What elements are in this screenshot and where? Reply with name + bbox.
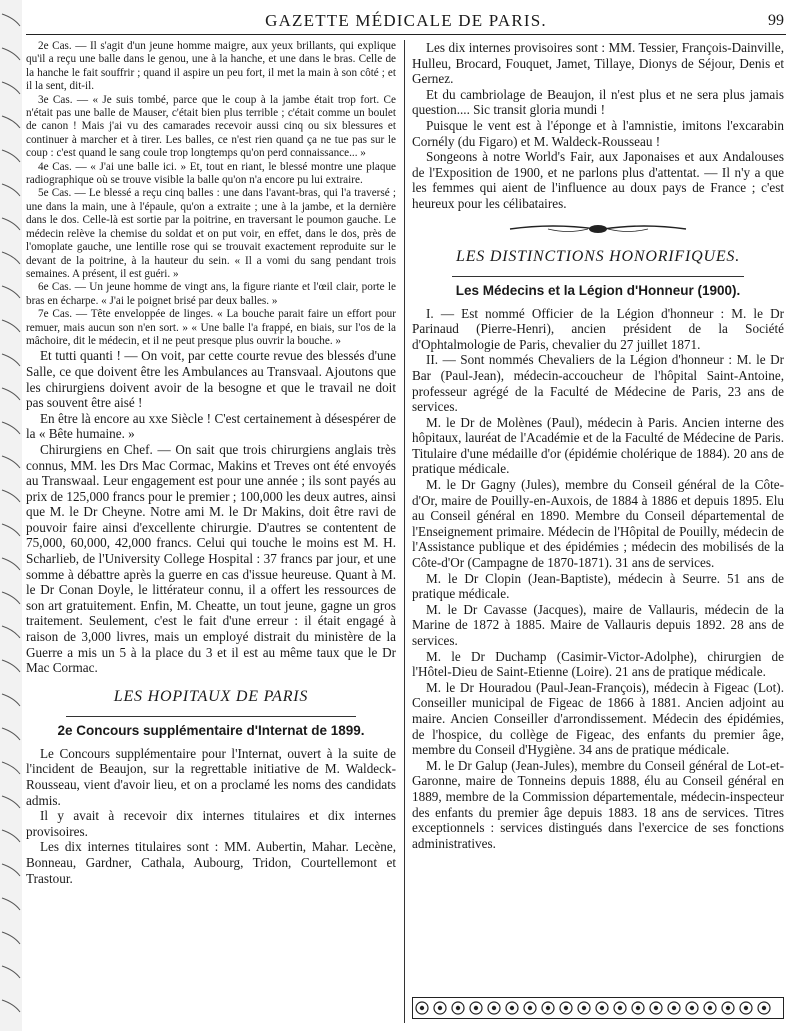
honor-entry: II. — Sont nommés Chevaliers de la Légion d'honneur : M. le Dr Bar (Paul-Jean), médecin-accoucheur de l'hôpital Saint-Antoine, professeur agrégé de la Faculté de Médecine de Paris, 23 ans de services. (412, 352, 784, 415)
case-paragraph: 7e Cas. — Tête enveloppée de linges. « La bouche parait faire un effort pour remuer, mais aucun son n'en sort. » « Une balle l'a frappé, en biais, sur l'os de la mâchoire, dit le médecin, et il ne peut presque plus ouvrir la bouche. » (26, 308, 396, 347)
honor-entry: M. le Dr Clopin (Jean-Baptiste), médecin à Seurre. 51 ans de pratique médicale. (412, 570, 784, 602)
columns (26, 40, 786, 1023)
flourish-ornament (508, 222, 688, 236)
body-paragraph: Les dix internes provisoires sont : MM. Tessier, François-Dainville, Hulleu, Brocard, Fouquet, Jamet, Tillaye, Dionys de Séjour, Denis et Gernez. (412, 40, 784, 87)
page-header (26, 8, 786, 35)
journal-title: GAZETTE MÉDICALE DE PARIS. (265, 11, 547, 30)
title-rule (452, 276, 744, 277)
page-number: 99 (768, 12, 784, 29)
section-title-hopitaux: LES HOPITAUX DE PARIS (113, 687, 309, 705)
column-divider (404, 40, 405, 1023)
body-paragraph: Et du cambriolage de Beaujon, il n'est plus et ne sera plus jamais question.... Sic transit gloria mundi ! (412, 86, 784, 118)
newspaper-page (26, 8, 786, 1023)
case-paragraph: 4e Cas. — « J'ai une balle ici. » Et, tout en riant, le blessé montre une plaque radiographique où se trouve visible la balle qu'on n'a encore pu lui extraire. (26, 160, 396, 187)
body-paragraph: Le Concours supplémentaire pour l'Internat, ouvert à la suite de l'incident de Beaujon, sur la regrettable initiative de M. Waldeck-Rousseau, vient d'avoir lieu, et on a proclamé les noms des candidats admis. (26, 745, 396, 808)
honor-entry: M. le Dr de Molènes (Paul), médecin à Paris. Ancien interne des hôpitaux, lauréat de l'Académie et de la Faculté de Médecine de Paris. Titulaire d'une médaille d'or (épidémie cholérique de 1884). 20 ans de pratique médicale. (412, 414, 784, 477)
title-rule (66, 716, 356, 717)
case-paragraph: 6e Cas. — Un jeune homme de vingt ans, la figure riante et l'œil clair, porte le bras en écharpe. « J'ai le poignet brisé par deux balles. » (26, 281, 396, 307)
subsection-title-internat: 2e Concours supplémentaire d'Internat de 1899. (57, 722, 365, 738)
honor-entry: I. — Est nommé Officier de la Légion d'honneur : M. le Dr Parinaud (Pierre-Henri), ancien président de la Société d'Ophtalmologie de Paris, chevalier du 27 juillet 1871. (412, 305, 784, 352)
case-paragraph: 2e Cas. — Il s'agit d'un jeune homme maigre, aux yeux brillants, qui explique qu'il a reçu une balle dans le genou, une à la hanche, et une dans le bras. Celle de la hanche le fait souffrir ; quand il aspire un peu fort, il met la main à son côté ; et il la sent, dit-il. (26, 40, 396, 93)
body-paragraph: Et tutti quanti ! — On voit, par cette courte revue des blessés d'une Salle, ce que doivent être les Ambulances au Transvaal. Ajoutons que les chirurgiens doivent avoir de la besogne et que le travail ne doit pas souvent être aisé ! (26, 348, 396, 411)
subsection-title-legion: Les Médecins et la Légion d'Honneur (1900). (455, 282, 741, 298)
case-paragraph: 5e Cas. — Le blessé a reçu cinq balles : une dans l'avant-bras, qui l'a traversé ; une dans la main, une à l'épaule, qu'on a extraite ; une à la jambe, et la dernière dans le dos. Celle-là est sortie par la poitrine, en traversant le poumon gauche. Le médecin relève la chemise du soldat et on put voir, en effet, dans le dos, près de l'omoplate gauche, une lentille rose qui se trouvait exactement reproduite sur le devant de la poitrine, à la hauteur du sein. « Il a vomi du sang pendant trois semaines. A présent, il est guéri. » (26, 187, 396, 280)
body-paragraph: Chirurgiens en Chef. — On sait que trois chirurgiens anglais très connus, MM. les Drs Mac Cormac, Makins et Treves ont été envoyés au Transwaal. Leur engagement est pour une année ; ils sont payés au prix de 125,000 francs pour le premier ; 100,000 les deux autres, ainsi que M. le Dr Cheyne. Notre ami M. le Dr Makins, doit être ravi de pouvoir faire ainsi d'excellente chirurgie. D'autres se contentent de 75,000, 60,000, 42,000 francs. Celui qui touche le moins est M. H. Scharlieb, de l'University College Hospital : 37 francs par jour, et une somme à débattre après la guerre en cas d'issue heureuse. Quant à M. le Dr Conan Doyle, le littérateur connu, il a offert les ressources de son art gratuitement. Enfin, M. Cheatte, un tout jeune, gagne un gros traitement. Seulement, c'est le fait d'une erreur : il était engagé à raison de 3,000 livres, mais un employé distrait du ministère de la Guerre a mis un 5 à la place du 3 et il est au même taux que le Dr Mac Cormac. (26, 441, 396, 676)
body-paragraph: Il y avait à recevoir dix internes titulaires et dix internes provisoires. (26, 808, 396, 839)
honor-entry: M. le Dr Gagny (Jules), membre du Conseil général de la Côte-d'Or, maire de Pouilly-en-Auxois, de 1884 à 1886 et depuis 1895. Elu au Conseil général en 1890. Membre du Conseil départemental de l'Enseignement primaire. Médecin de l'Hôpital de Pouilly, médecin de l'Assistance publique et des épidémies ; médecin des mobilisés de la Côte-d'Or (Campagne de 1870-1871). 31 ans de services. (412, 477, 784, 571)
honor-entry: M. le Dr Cavasse (Jacques), maire de Vallauris, médecin de la Marine de 1872 à 1885. Maire de Vallauris depuis 1892. 28 ans de services. (412, 601, 784, 648)
honor-entry: M. le Dr Galup (Jean-Jules), membre du Conseil général de Lot-et-Garonne, maire de Tonneins depuis 1888, élu au Conseil général en 1889, membre de la Commission départementale, médecin-inspecteur des enfants du premier âge depuis 1883. 18 ans de services. Titres exceptionnels : services distingués dans l'exercice de ses fonctions administratives. (412, 757, 784, 851)
right-column (412, 40, 784, 1023)
decorative-border-ornament (412, 997, 784, 1019)
body-paragraph: En être là encore au xxe Siècle ! C'est certainement à désespérer de la « Bête humaine. » (26, 410, 396, 442)
honor-entry: M. le Dr Duchamp (Casimir-Victor-Adolphe), chirurgien de l'Hôtel-Dieu de Saint-Etienne (Loire). 21 ans de pratique médicale. (412, 648, 784, 680)
binding-spine (0, 0, 22, 1031)
case-paragraph: 3e Cas. — « Je suis tombé, parce que le coup à la jambe était trop fort. Ce n'était pas une balle de Mauser, c'était bien plus terrible ; c'était comme un boulet de canon ! Mais j'ai vu des camarades recevoir aussi cinq ou six blessures et continuer à marcher et à tirer. Les balles, ce n'est rien quand ça ne tue pas sur le coup : c'est quand le sang coule trop longtemps qu'on perd connaissance... » (26, 93, 396, 160)
honor-entry: M. le Dr Houradou (Paul-Jean-François), médecin à Figeac (Lot). Conseiller municipal de Figeac de 1866 à 1881. Ancien adjoint au maire. Ancien Conseiller d'arrondissement. Médecin des épidémies, de l'hospice, du collège de Figeac, des enfants du premier âge, membre du Conseil d'Hygiène. 34 ans de pratique médicale. (412, 679, 784, 758)
left-column (26, 40, 396, 1023)
body-paragraph: Les dix internes titulaires sont : MM. Aubertin, Mahar. Lecène, Bonneau, Gardner, Cathala, Aubourg, Tridon, Courtellemont et Trastour. (26, 839, 396, 886)
body-paragraph: Songeons à notre World's Fair, aux Japonaises et aux Andalouses de l'Exposition de 1900, et ne parlons plus d'attentat. — Il n'y a que les femmes qui aient de l'influence au doux pays de France ; c'est heureux pour les célibataires. (412, 149, 784, 211)
section-title-distinctions: LES DISTINCTIONS HONORIFIQUES. (456, 247, 740, 265)
body-paragraph: Puisque le vent est à l'éponge et à l'amnistie, imitons l'excarabin Cornély (du Figaro) et M. Waldeck-Rousseau ! (412, 117, 784, 149)
